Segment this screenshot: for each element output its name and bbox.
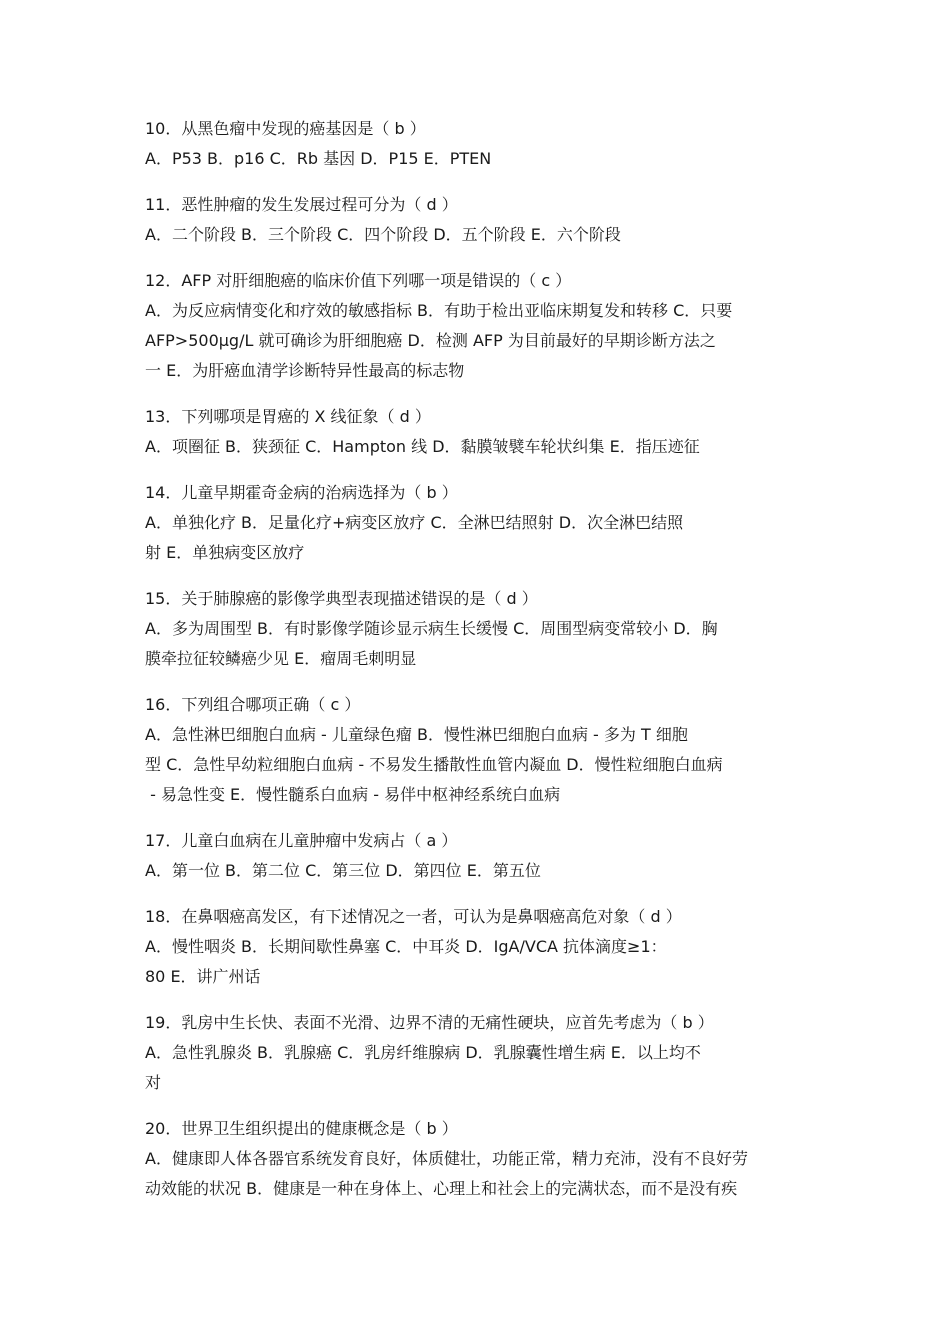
question-14 [145, 478, 825, 568]
question-options: 膜牵拉征较鳞癌少见 E．瘤周毛刺明显 [145, 649, 417, 668]
question-16 [145, 690, 825, 810]
question-options: A．急性淋巴细胞白血病 - 儿童绿色瘤 B．慢性淋巴细胞白血病 - 多为 T 细胞 [145, 725, 688, 744]
question-12 [145, 266, 825, 386]
question-list [145, 114, 825, 1220]
question-stem: 20．世界卫生组织提出的健康概念是（ b ） [145, 1119, 458, 1138]
question-17 [145, 826, 825, 886]
question-stem: 13．下列哪项是胃癌的 X 线征象（ d ） [145, 407, 431, 426]
question-stem: 19．乳房中生长快、表面不光滑、边界不清的无痛性硬块，应首先考虑为（ b ） [145, 1013, 714, 1032]
question-options: A．健康即人体各器官系统发育良好，体质健壮，功能正常，精力充沛，没有不良好劳 [145, 1149, 748, 1168]
question-stem: 12．AFP 对肝细胞癌的临床价值下列哪一项是错误的（ c ） [145, 271, 572, 290]
question-18 [145, 902, 825, 992]
question-20 [145, 1114, 825, 1204]
question-options: 对 [145, 1073, 162, 1092]
question-options: A．二个阶段 B．三个阶段 C．四个阶段 D．五个阶段 E．六个阶段 [145, 225, 621, 244]
question-10 [145, 114, 825, 174]
question-options: AFP>500μg/L 就可确诊为肝细胞癌 D．检测 AFP 为目前最好的早期诊断方法之 [145, 331, 716, 350]
question-options: 型 C．急性早幼粒细胞白血病 - 不易发生播散性血管内凝血 D．慢性粒细胞白血病 [145, 755, 723, 774]
question-options: A．项圈征 B．狭颈征 C．Hampton 线 D．黏膜皱襞车轮状纠集 E．指压迹征 [145, 437, 700, 456]
question-stem: 14．儿童早期霍奇金病的治病选择为（ b ） [145, 483, 458, 502]
question-options: A．急性乳腺炎 B．乳腺癌 C．乳房纤维腺病 D．乳腺囊性增生病 E．以上均不 [145, 1043, 701, 1062]
question-options: A．为反应病情变化和疗效的敏感指标 B．有助于检出亚临床期复发和转移 C．只要 [145, 301, 733, 320]
question-stem: 16．下列组合哪项正确（ c ） [145, 695, 361, 714]
question-options: 动效能的状况 B．健康是一种在身体上、心理上和社会上的完满状态，而不是没有疾 [145, 1179, 738, 1198]
question-options: - 易急性变 E．慢性髓系白血病 - 易伴中枢神经系统白血病 [145, 785, 561, 804]
question-stem: 11．恶性肿瘤的发生发展过程可分为（ d ） [145, 195, 458, 214]
question-stem: 10．从黑色瘤中发现的癌基因是（ b ） [145, 119, 426, 138]
question-options: 一 E．为肝癌血清学诊断特异性最高的标志物 [145, 361, 465, 380]
question-13 [145, 402, 825, 462]
question-stem: 15．关于肺腺癌的影像学典型表现描述错误的是（ d ） [145, 589, 538, 608]
question-stem: 17．儿童白血病在儿童肿瘤中发病占（ a ） [145, 831, 458, 850]
question-options: A．多为周围型 B．有时影像学随诊显示病生长缓慢 C．周围型病变常较小 D．胸 [145, 619, 718, 638]
question-stem: 18．在鼻咽癌高发区，有下述情况之一者，可认为是鼻咽癌高危对象（ d ） [145, 907, 682, 926]
question-15 [145, 584, 825, 674]
question-11 [145, 190, 825, 250]
question-options: A．第一位 B．第二位 C．第三位 D．第四位 E．第五位 [145, 861, 541, 880]
question-options: A．单独化疗 B．足量化疗+病变区放疗 C．全淋巴结照射 D．次全淋巴结照 [145, 513, 684, 532]
question-19 [145, 1008, 825, 1098]
question-options: A．P53 B．p16 C．Rb 基因 D．P15 E．PTEN [145, 149, 492, 168]
question-options: 80 E．讲广州话 [145, 967, 261, 986]
question-options: A．慢性咽炎 B．长期间歇性鼻塞 C．中耳炎 D．IgA/VCA 抗体滴度≥1： [145, 937, 667, 956]
question-options: 射 E．单独病变区放疗 [145, 543, 305, 562]
